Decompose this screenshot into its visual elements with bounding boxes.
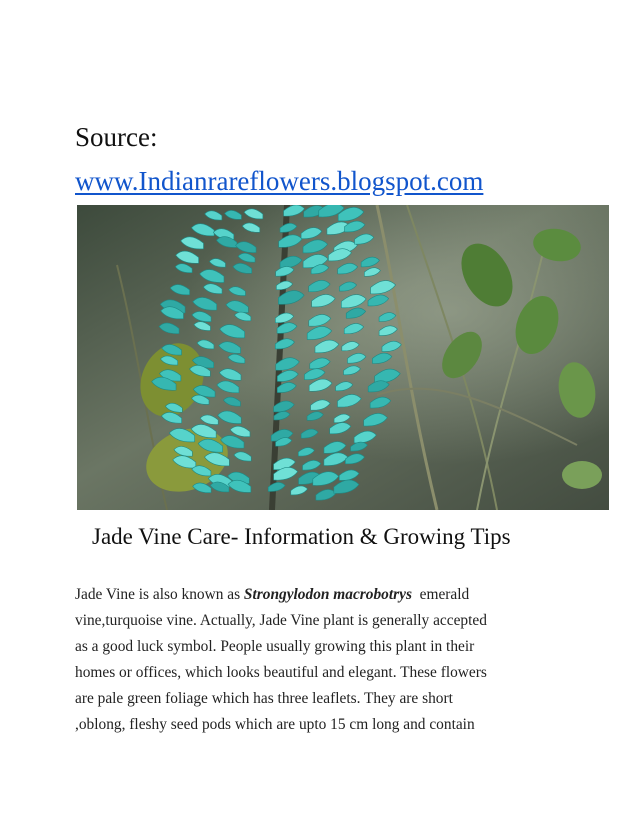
article-body (75, 582, 555, 738)
body-line-3: as a good luck symbol. People usually growing this plant in their (75, 638, 475, 655)
jade-vine-flower-icon (77, 205, 609, 510)
source-link[interactable]: www.Indianrareflowers.blogspot.com (75, 166, 484, 196)
article-heading: Jade Vine Care- Information & Growing Tips (92, 524, 511, 549)
source-label: Source: (75, 122, 158, 152)
body-line-2: vine,turquoise vine. Actually, Jade Vine plant is generally accepted (75, 612, 487, 629)
body-line-1-suffix: emerald (411, 586, 470, 603)
body-line-6: ,oblong, fleshy seed pods which are upto 15 cm long and contain (75, 716, 475, 733)
body-line-1-prefix: Jade Vine is also known as (75, 586, 244, 603)
body-line-4: homes or offices, which looks beautiful and elegant. These flowers (75, 664, 487, 681)
body-line-5: are pale green foliage which has three leaflets. They are short (75, 690, 453, 707)
scientific-name: Strongylodon macrobotrys (243, 586, 412, 603)
jade-vine-photo (77, 205, 609, 510)
body-line-1 (75, 582, 555, 608)
